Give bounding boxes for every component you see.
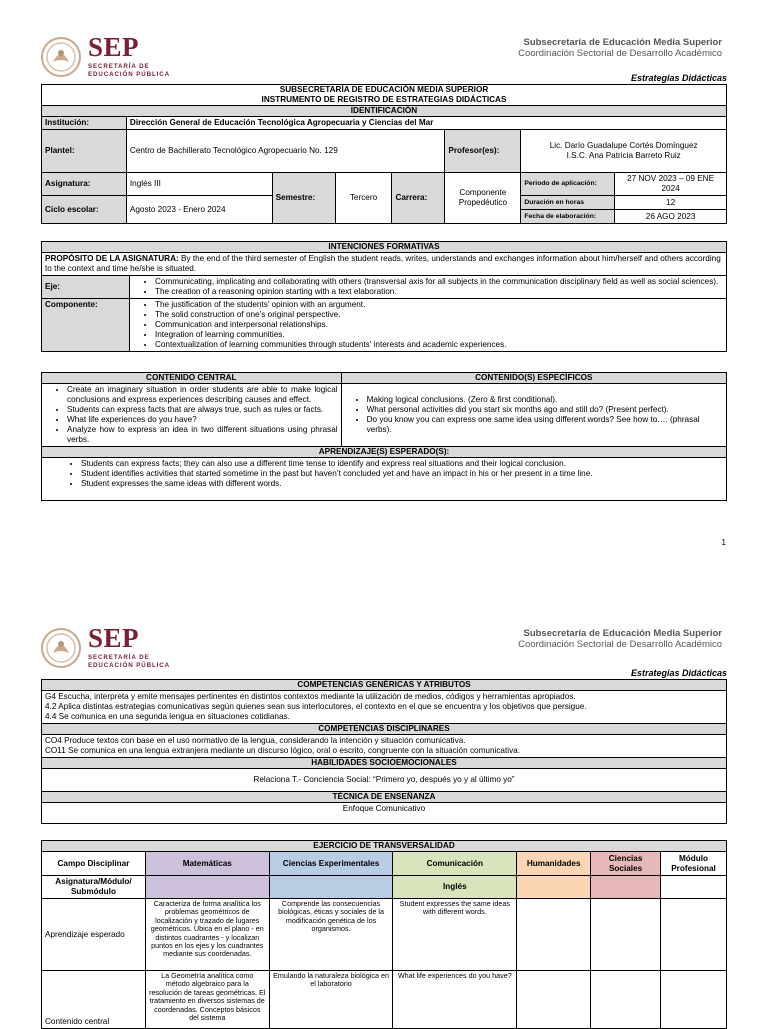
row-contenido-soc — [591, 971, 661, 1029]
competencias-table — [41, 679, 727, 824]
document-title — [42, 85, 727, 106]
contenido-central-item: • Create an imaginary situation in order students are able to make logical conclusions and express experiences describing causes and effect. — [67, 385, 338, 405]
aprendizaje-item: • Student identifies activities that started sometime in the past but haven’t concluded yet and have an impact in his or her present in a time line. — [81, 469, 723, 479]
aprendizaje-list — [45, 459, 723, 489]
contenido-central-item: • What life experiences do you have? — [67, 415, 338, 425]
proposito-label: PROPÓSITO DE LA ASIGNATURA: — [45, 254, 179, 263]
sep-logo — [40, 34, 180, 80]
title-line2: INSTRUMENTO DE REGISTRO DE ESTRATEGIAS DIDÁCTICAS — [261, 95, 507, 104]
habilidades-header: HABILIDADES SOCIOEMOCIONALES — [42, 758, 727, 769]
sep-logo-sub1: SECRETARÍA DE — [88, 654, 150, 661]
header-line2: Coordinación Sectorial de Desarrollo Académico — [518, 639, 722, 650]
row-aprendizaje-label: Aprendizaje esperado — [42, 899, 146, 971]
periodo-label: Periodo de aplicación: — [521, 173, 615, 196]
row-asignatura-hum — [517, 876, 591, 899]
carrera-label: Carrera: — [392, 173, 445, 224]
row-asignatura-label: Asignatura/Módulo/ Submódulo — [42, 876, 146, 899]
header-org — [518, 628, 722, 650]
duracion-label: Duración en horas — [521, 196, 615, 210]
contenido-especifico-item: • Making logical conclusions. (Zero & first conditional). — [367, 395, 723, 405]
aprendizaje-item: • Students can express facts; they can also use a different time tense to identify and express real situations and their logical conclusion. — [81, 459, 723, 469]
proposito-row — [42, 253, 727, 276]
componente-item: • Integration of learning communities. — [155, 330, 723, 340]
eje-list — [133, 277, 723, 297]
competencias-cell — [42, 691, 727, 724]
profesor-1: Lic. Darío Guadalupe Cortés Domínguez — [549, 141, 698, 150]
transversalidad-header: EJERCICIO DE TRANSVERSALIDAD — [42, 841, 727, 852]
contenido-especificos-list — [345, 395, 723, 435]
competencia-line: 4.4 Se comunica en una segunda lengua en situaciones cotidianas. — [45, 712, 290, 721]
ident-header: IDENTIFICACIÓN — [42, 106, 727, 117]
header-line1: Subsecretaría de Educación Media Superior — [523, 628, 722, 639]
contenido-especificos-cell — [341, 384, 726, 447]
disciplinares-cell — [42, 735, 727, 758]
header-org — [518, 37, 722, 59]
row-aprendizaje-hum — [517, 899, 591, 971]
profesor-label: Profesor(es): — [445, 130, 521, 173]
row-aprendizaje-soc — [591, 899, 661, 971]
header-line2: Coordinación Sectorial de Desarrollo Académico — [518, 48, 722, 59]
fecha-label: Fecha de elaboración: — [521, 210, 615, 224]
competencias-header: COMPETENCIAS GENÉRICAS Y ATRIBUTOS — [42, 680, 727, 691]
sep-logo — [40, 625, 180, 671]
carrera-value: Componente Propedéutico — [445, 173, 521, 224]
componente-label: Componente: — [42, 299, 130, 352]
eje-item: • The creation of a reasoning opinion starting with a text elaboration. — [155, 287, 723, 297]
row-aprendizaje-com: Student expresses the same ideas with different words. — [393, 899, 517, 971]
proposito-text: By the end of the third semester of English the student reads, writes, understands and exchanges information about him/herself and others according to the context and time he/she is situated. — [45, 254, 721, 273]
ciclo-value: Agosto 2023 - Enero 2024 — [126, 196, 272, 224]
contenido-especifico-item: • Do you know you can express one same idea using different words? See how to…. (phrasal verbs). — [367, 415, 723, 435]
header-line1: Subsecretaría de Educación Media Superior — [523, 37, 722, 48]
componente-list — [133, 300, 723, 350]
col-modulo-profesional: Módulo Profesional — [661, 852, 727, 876]
identification-table — [41, 84, 727, 224]
page-number: 1 — [721, 538, 726, 547]
institucion-value: Dirección General de Educación Tecnológica Agropecuaria y Ciencias del Mar — [126, 117, 726, 130]
row-contenido-cie: Emulando la naturaleza biológica en el laboratorio — [269, 971, 393, 1029]
componente-list-cell — [129, 299, 726, 352]
contenido-especificos-header: CONTENIDO(S) ESPECÍFICOS — [341, 373, 726, 384]
semestre-label: Semestre: — [272, 173, 335, 224]
componente-item: • Communication and interpersonal relationships. — [155, 320, 723, 330]
row-asignatura-mod — [661, 876, 727, 899]
row-asignatura-cie — [269, 876, 393, 899]
row-asignatura-com: Inglés — [393, 876, 517, 899]
periodo-value: 27 NOV 2023 – 09 ENE 2024 — [615, 173, 727, 196]
national-seal-icon — [40, 36, 82, 78]
row-contenido-hum — [517, 971, 591, 1029]
contenido-central-item: • Analyze how to express an idea in two different situations using phrasal verbs. — [67, 425, 338, 445]
sep-logo-sub2: EDUCACIÓN PÚBLICA — [88, 662, 170, 669]
row-contenido-label: Contenido central — [42, 971, 146, 1029]
duracion-value: 12 — [615, 196, 727, 210]
col-campo: Campo Disciplinar — [42, 852, 146, 876]
plantel-label: Plantel: — [42, 130, 127, 173]
row-aprendizaje-mod — [661, 899, 727, 971]
tecnica-text: Enfoque Comunicativo — [42, 803, 727, 824]
competencia-line: G4 Escucha, interpreta y emite mensajes pertinentes en distintos contextos mediante la utilización de medios, códigos y herramientas apropiados. — [45, 692, 576, 701]
col-ciencias-experimentales: Ciencias Experimentales — [269, 852, 393, 876]
aprendizaje-cell — [42, 458, 727, 501]
componente-item: • Contextualization of learning communities through students' interests and academic experiences. — [155, 340, 723, 350]
sep-logo-text: SEP — [88, 32, 140, 62]
contenido-central-list — [45, 385, 338, 445]
col-matematicas: Matemáticas — [145, 852, 269, 876]
national-seal-icon — [40, 627, 82, 669]
sep-logo-sub1: SECRETARÍA DE — [88, 63, 150, 70]
semestre-value: Tercero — [335, 173, 392, 224]
aprendizaje-header: APRENDIZAJE(S) ESPERADO(S): — [42, 447, 727, 458]
sep-logo-text: SEP — [88, 623, 140, 653]
row-contenido-mod — [661, 971, 727, 1029]
sep-logo-sub2: EDUCACIÓN PÚBLICA — [88, 71, 170, 78]
asignatura-label: Asignatura: — [42, 173, 127, 196]
row-contenido-com: What life experiences do you have? — [393, 971, 517, 1029]
intenciones-header: INTENCIONES FORMATIVAS — [42, 242, 727, 253]
disciplinares-header: COMPETENCIAS DISCIPLINARES — [42, 724, 727, 735]
ciclo-label: Ciclo escolar: — [42, 196, 127, 224]
profesor-value — [521, 130, 727, 173]
disciplinar-line: CO11 Se comunica en una lengua extranjera mediante un discurso lógico, oral o escrito, congruente con la situación comunicativa. — [45, 746, 520, 755]
contenido-central-header: CONTENIDO CENTRAL — [42, 373, 342, 384]
row-contenido-mat: La Geometría analítica como método algebraico para la resolución de tareas geométricas. El tratamiento en diversos sistemas de coordenadas. Conceptos básicos del sistema — [145, 971, 269, 1029]
intenciones-table — [41, 241, 727, 352]
contenido-table — [41, 372, 727, 501]
col-humanidades: Humanidades — [517, 852, 591, 876]
col-ciencias-sociales: Ciencias Sociales — [591, 852, 661, 876]
fecha-value: 26 AGO 2023 — [615, 210, 727, 224]
habilidades-text: Relaciona T.- Conciencia Social: “Primero yo, después yo y al último yo” — [42, 769, 727, 792]
tecnica-header: TÉCNICA DE ENSEÑANZA — [42, 792, 727, 803]
componente-item: • The justification of the students’ opinion with an argument. — [155, 300, 723, 310]
row-asignatura-mat — [145, 876, 269, 899]
componente-item: • The solid construction of one’s original perspective. — [155, 310, 723, 320]
institucion-label: Institución: — [42, 117, 127, 130]
transversalidad-table — [41, 840, 727, 1029]
disciplinar-line: CO4 Produce textos con base en el uso normativo de la lengua, considerando la intención y situación comunicativa. — [45, 736, 466, 745]
contenido-central-cell — [42, 384, 342, 447]
competencia-line: 4.2 Aplica distintas estrategias comunicativas según quienes sean sus interlocutores, el contexto en el que se encuentra y los objetivos que persigue. — [45, 702, 587, 711]
contenido-central-item: • Students can express facts that are always true, such as rules or facts. — [67, 405, 338, 415]
eje-list-cell — [129, 276, 726, 299]
section-label: Estrategias Didácticas — [630, 73, 727, 83]
title-line1: SUBSECRETARÍA DE EDUCACIÓN MEDIA SUPERIOR — [279, 85, 489, 94]
col-comunicacion: Comunicación — [393, 852, 517, 876]
sep-logo-subtitle — [88, 63, 170, 79]
aprendizaje-item: • Student expresses the same ideas with different words. — [81, 479, 723, 489]
eje-label: Eje: — [42, 276, 130, 299]
row-aprendizaje-cie: Comprende las consecuencias biológicas, éticas y sociales de la modificación genética de los organismos. — [269, 899, 393, 971]
profesor-2: I.S.C. Ana Patricia Barreto Ruiz — [566, 151, 681, 160]
contenido-especifico-item: • What personal activities did you start six months ago and still do? (Present perfect). — [367, 405, 723, 415]
sep-logo-subtitle — [88, 654, 170, 670]
row-asignatura-soc — [591, 876, 661, 899]
plantel-value: Centro de Bachillerato Tecnológico Agropecuario No. 129 — [126, 130, 445, 173]
asignatura-value: Inglés III — [126, 173, 272, 196]
eje-item: • Communicating, implicating and collaborating with others (transversal axis for all subjects in the communication disciplinary field as well as social sciences). — [155, 277, 723, 287]
row-aprendizaje-mat: Caracteriza de forma analítica los problemas geométricos de localización y trazado de lugares geométricos. Ubica en el plano - en distintos cuadrantes - y localizan puntos en los ejes y los cuadrantes mediante sus coordenadas. — [145, 899, 269, 971]
section-label: Estrategias Didácticas — [630, 668, 727, 678]
